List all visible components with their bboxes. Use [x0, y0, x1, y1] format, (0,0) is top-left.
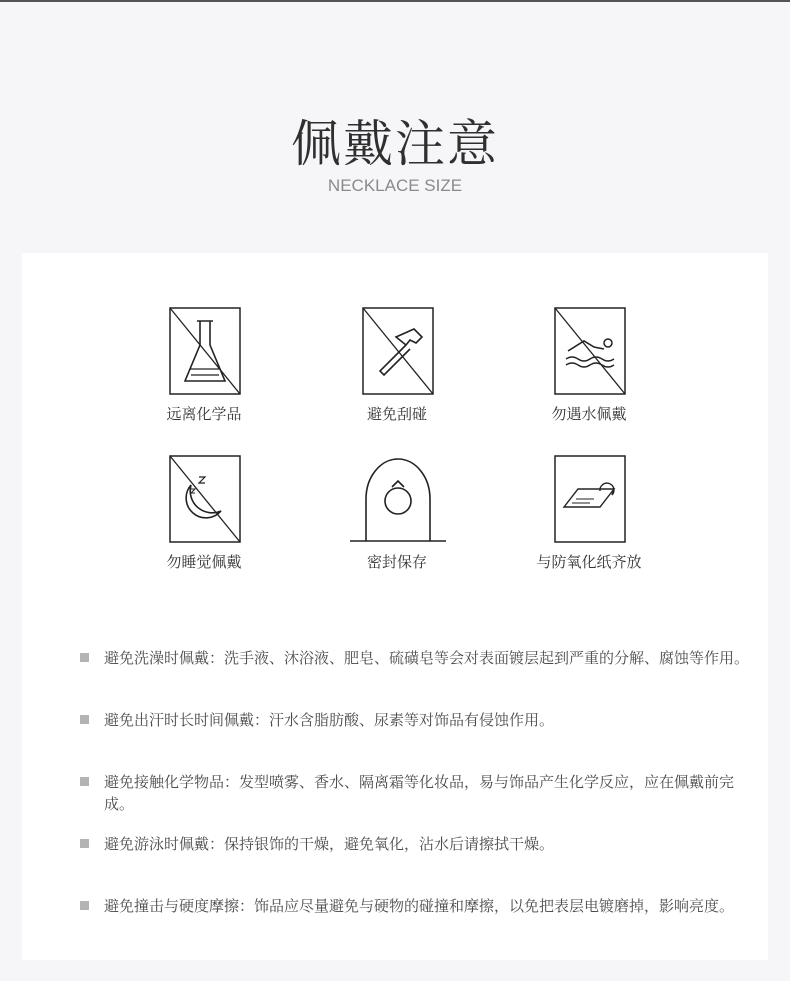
note-text: 避免出汗时长时间佩戴：汗水含脂肪酸、尿素等对饰品有侵蚀作用。: [104, 711, 555, 729]
icon-item-paper: [499, 455, 679, 595]
icon-item-sleep: [114, 455, 294, 595]
top-divider: [0, 0, 790, 2]
icon-label: 避免刮碰: [366, 405, 427, 423]
note-text: 避免洗澡时佩戴：洗手液、沐浴液、肥皂、硫磺皂等会对表面镀层起到严重的分解、腐蚀等作用。: [104, 649, 750, 667]
note-text: 避免游泳时佩戴：保持银饰的干燥，避免氧化，沾水后请擦拭干燥。: [104, 835, 555, 853]
care-instructions-card: [22, 253, 768, 960]
icon-item-hammer: [307, 307, 487, 447]
note-text: 避免接触化学物品：发型喷雾、香水、隔离霜等化妆品，易与饰品产生化学反应，应在佩戴前完成。: [104, 773, 735, 813]
no-swimming-icon: [554, 307, 626, 397]
icon-label: 勿遇水佩戴: [551, 405, 627, 423]
bullet-square-icon: [80, 901, 89, 910]
sealed-storage-icon: [350, 455, 446, 545]
bullet-square-icon: [80, 715, 89, 724]
icon-label: 远离化学品: [166, 405, 242, 423]
bullet-square-icon: [80, 653, 89, 662]
icon-item-chemicals: [114, 307, 294, 447]
icon-item-sealed: [307, 455, 487, 595]
icon-label: 密封保存: [366, 553, 427, 571]
page-title: 佩戴注意: [291, 115, 499, 173]
icon-label: 勿睡觉佩戴: [166, 553, 242, 571]
no-chemicals-icon: [169, 307, 241, 397]
anti-oxidation-paper-icon: [554, 455, 626, 545]
bullet-square-icon: [80, 777, 89, 786]
no-hammer-icon: [362, 307, 434, 397]
page-subtitle: NECKLACE SIZE: [327, 176, 463, 195]
bullet-square-icon: [80, 839, 89, 848]
note-text: 避免撞击与硬度摩擦：饰品应尽量避免与硬物的碰撞和摩擦，以免把表层电镀磨掉，影响亮度。: [104, 897, 735, 915]
icon-label: 与防氧化纸齐放: [536, 553, 642, 571]
no-sleeping-icon: [169, 455, 241, 545]
icon-item-water: [499, 307, 679, 447]
